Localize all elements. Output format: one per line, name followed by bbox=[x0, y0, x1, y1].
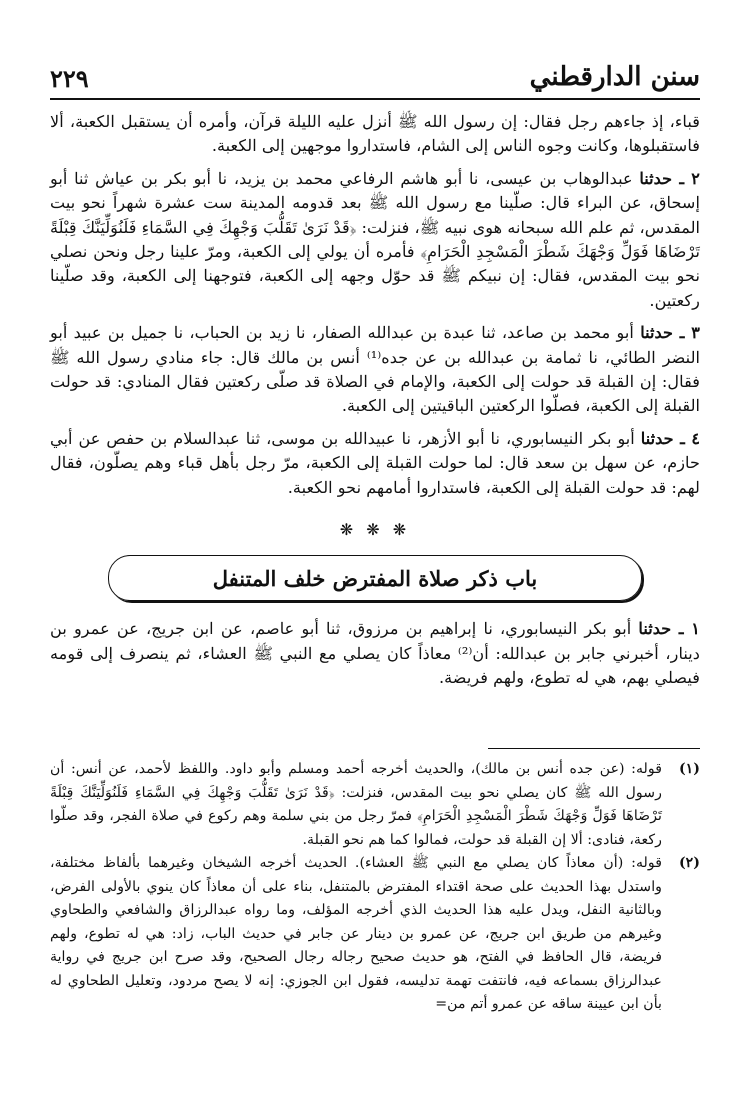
paragraph-continuation bbox=[50, 110, 700, 159]
main-text bbox=[50, 110, 700, 690]
hadith-text: عبدالوهاب بن عيسى، نا أبو هاشم الرفاعي محمد بن يزيد، نا أبو بكر بن عياش ثنا أبو إسحاق، عن البراء قال: صلّينا مع رسول الله ﷺ بعد قدومه المدينة ست عشرة شهراً نحو بيت المقدس، ثم علم الله سبحانه هوى نبيه ﷺ، فنزلت: ﴿قَدْ نَرَىٰ تَقَلُّبَ وَجْهِكَ فِي السَّمَاءِ فَلَنُوَلِّيَنَّكَ قِبْلَةً تَرْضَاهَا فَوَلِّ وَجْهَكَ شَطْرَ الْمَسْجِدِ الْحَرَامِ﴾ فأمره أن يولي إلى الكعبة، ومرّ علينا رجل ونحن نصلي نحو بيت المقدس، فقال: إن نبيكم ﷺ قد حوّل وجهه إلى الكعبة، فتوجهنا إلى الكعبة، وقد صلّينا ركعتين. bbox=[50, 168, 700, 310]
footnote bbox=[50, 758, 700, 852]
hadith-4 bbox=[50, 427, 700, 500]
hadith-lead: ٣ ـ حدثنا bbox=[640, 323, 700, 343]
paragraph-text: قباء، إذ جاءهم رجل فقال: إن رسول الله ﷺ أنزل عليه الليلة قرآن، وأمره أن يستقبل الكعبة، ألا فاستقبلوها، وكانت وجوه الناس إلى الشام، فاستداروا موجهين إلى الكعبة. bbox=[50, 112, 700, 156]
hadith-lead: ١ ـ حدثنا bbox=[638, 619, 700, 639]
chapter-title: باب ذكر صلاة المفترض خلف المتنفل bbox=[212, 565, 538, 591]
footnote-number: (٢) bbox=[678, 855, 700, 871]
page-number: ٢٢٩ bbox=[50, 64, 89, 93]
chapter-heading-box bbox=[108, 555, 642, 601]
footnotes bbox=[50, 758, 700, 1017]
footnote-divider bbox=[488, 748, 700, 749]
hadith-lead: ٢ ـ حدثنا bbox=[639, 168, 700, 188]
hadith-text: أبو بكر النيسابوري، نا إبراهيم بن مرزوق، ثنا أبو عاصم، عن ابن جريج، عن عمرو بن دينار، أخبرني جابر بن عبدالله: أن⁽²⁾ معاذاً كان يصلي مع النبي ﷺ العشاء، ثم ينصرف إلى قومه فيصلي بهم، هي له تطوع، ولهم فريضة. bbox=[50, 619, 700, 687]
hadith-3 bbox=[50, 321, 700, 419]
section-separator: ❋ ❋ ❋ bbox=[339, 520, 411, 540]
hadith-2 bbox=[50, 167, 700, 313]
footnote-text: قوله: (أن معاذاً كان يصلي مع النبي ﷺ العشاء). الحديث أخرجه الشيخان وغيرهما بألفاظ مختلفة، واستدل بهذا الحديث على صحة اقتداء المفترض بالمتنفل، بناء على أن معاذاً كان ينوي بالأولى الفرض، وبالثانية النفل، ويدل عليه هذا الحديث الذي أخرجه المؤلف، وما رواه عبدالرزاق والشافعي والطحاوي وغيرهم من طريق ابن جريج، عن عمرو بن دينار عن جابر في حديث الباب، زاد: هي له تطوع، ولهم فريضة، قال الحافظ في الفتح، هو حديث صحيح رجاله رجال الصحيح، وقد صرح ابن جريج في رواية عبدالرزاق بسماعه فيه، فانتفت تهمة تدليسه، فقول ابن الجوزي: إنه لا يصح مردود، وتعليل الطحاوي له بأن ابن عيينة ساقه عن عمرو أتم من= bbox=[50, 855, 662, 1012]
hadith-text: أبو محمد بن صاعد، ثنا عبدة بن عبدالله الصفار، نا زيد بن الحباب، نا جميل بن عبيد أبو النضر الطائي، نا ثمامة بن عبدالله بن عن جده⁽¹⁾ أنس بن مالك قال: جاء منادي رسول الله ﷺ فقال: إن القبلة قد حولت إلى الكعبة، والإمام في الصلاة قد صلّى ركعتين فقال المنادي: قد حولت القبلة إلى الكعبة، فصلّوا الركعتين الباقيتين إلى الكعبة. bbox=[50, 323, 700, 416]
hadith-text: أبو بكر النيسابوري، نا أبو الأزهر، نا عبيدالله بن موسى، ثنا عبدالسلام بن حفص عن أبي حازم، عن سهل بن سعد قال: لما حولت القبلة إلى الكعبة، مرّ رجل بأهل قباء وهم يصلّون، فقال لهم: قد حولت القبلة إلى الكعبة، فاستداروا أمامهم نحو الكعبة. bbox=[50, 428, 700, 497]
hadith-chapter-1 bbox=[50, 617, 700, 690]
footnote-text: قوله: (عن جده أنس بن مالك)، والحديث أخرجه أحمد ومسلم وأبو داود. واللفظ لأحمد، عن أنس: أن رسول الله ﷺ كان يصلي نحو بيت المقدس، فنزلت: ﴿قَدْ نَرَىٰ تَقَلُّبَ وَجْهِكَ فِي السَّمَاءِ فَلَنُوَلِّيَنَّكَ قِبْلَةً تَرْضَاهَا فَوَلِّ وَجْهَكَ شَطْرَ الْمَسْجِدِ الْحَرَامِ﴾ فمرّ رجل من بني سلمة وهم ركوع في صلاة الفجر، وقد صلّوا ركعة، فنادى: ألا إن القبلة قد حولت، فمالوا كما هم نحو القبلة. bbox=[50, 761, 662, 848]
hadith-lead: ٤ ـ حدثنا bbox=[640, 428, 701, 448]
header-divider bbox=[50, 98, 700, 100]
running-title: سنن الدارقطني bbox=[529, 62, 700, 92]
page-header bbox=[50, 62, 700, 98]
footnote-number: (١) bbox=[678, 761, 700, 777]
footnote bbox=[50, 852, 700, 1017]
